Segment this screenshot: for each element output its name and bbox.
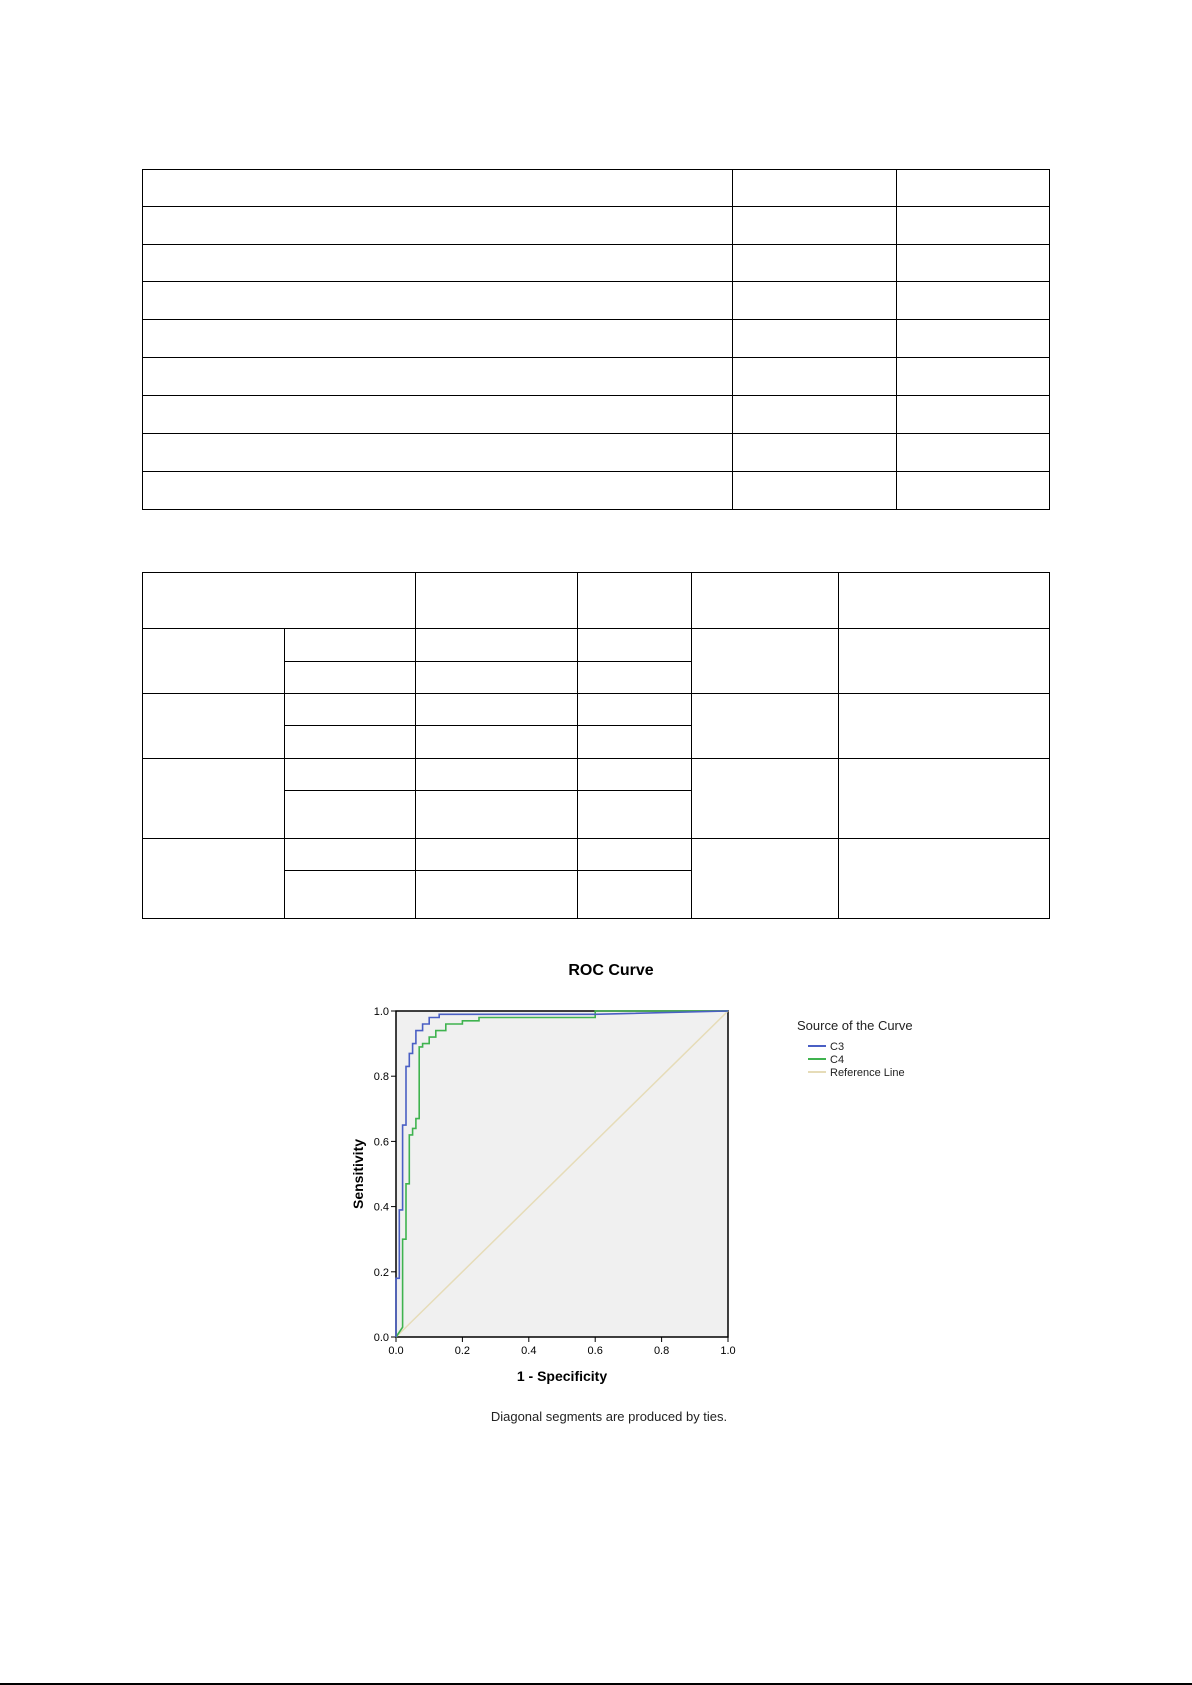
legend-label: C4 [830, 1054, 845, 1066]
x-tick-label: 0.2 [454, 1345, 471, 1357]
y-tick-label: 1.0 [373, 1006, 389, 1018]
legend-title: Source of the Curve [797, 1018, 913, 1033]
y-tick-label: 0.6 [373, 1136, 389, 1149]
y-tick-label: 0.0 [373, 1332, 389, 1344]
legend [808, 1041, 905, 1079]
y-axis-label: Sensitivity [350, 1138, 366, 1210]
y-tick-label: 0.4 [373, 1201, 389, 1214]
x-tick-label: 1.0 [720, 1345, 736, 1357]
x-axis-label: 1 - Specificity [516, 1368, 608, 1384]
legend-label: C3 [830, 1041, 845, 1053]
legend-label: Reference Line [830, 1067, 905, 1079]
x-tick-label: 0.8 [653, 1345, 670, 1357]
chart-title: ROC Curve [568, 962, 654, 979]
y-tick-label: 0.2 [373, 1266, 389, 1279]
x-tick-label: 0.6 [587, 1345, 603, 1357]
y-tick-label: 0.8 [373, 1071, 389, 1084]
x-tick-label: 0.0 [388, 1345, 404, 1357]
chart-footnote: Diagonal segments are produced by ties. [490, 1409, 728, 1424]
x-tick-label: 0.4 [521, 1345, 537, 1357]
